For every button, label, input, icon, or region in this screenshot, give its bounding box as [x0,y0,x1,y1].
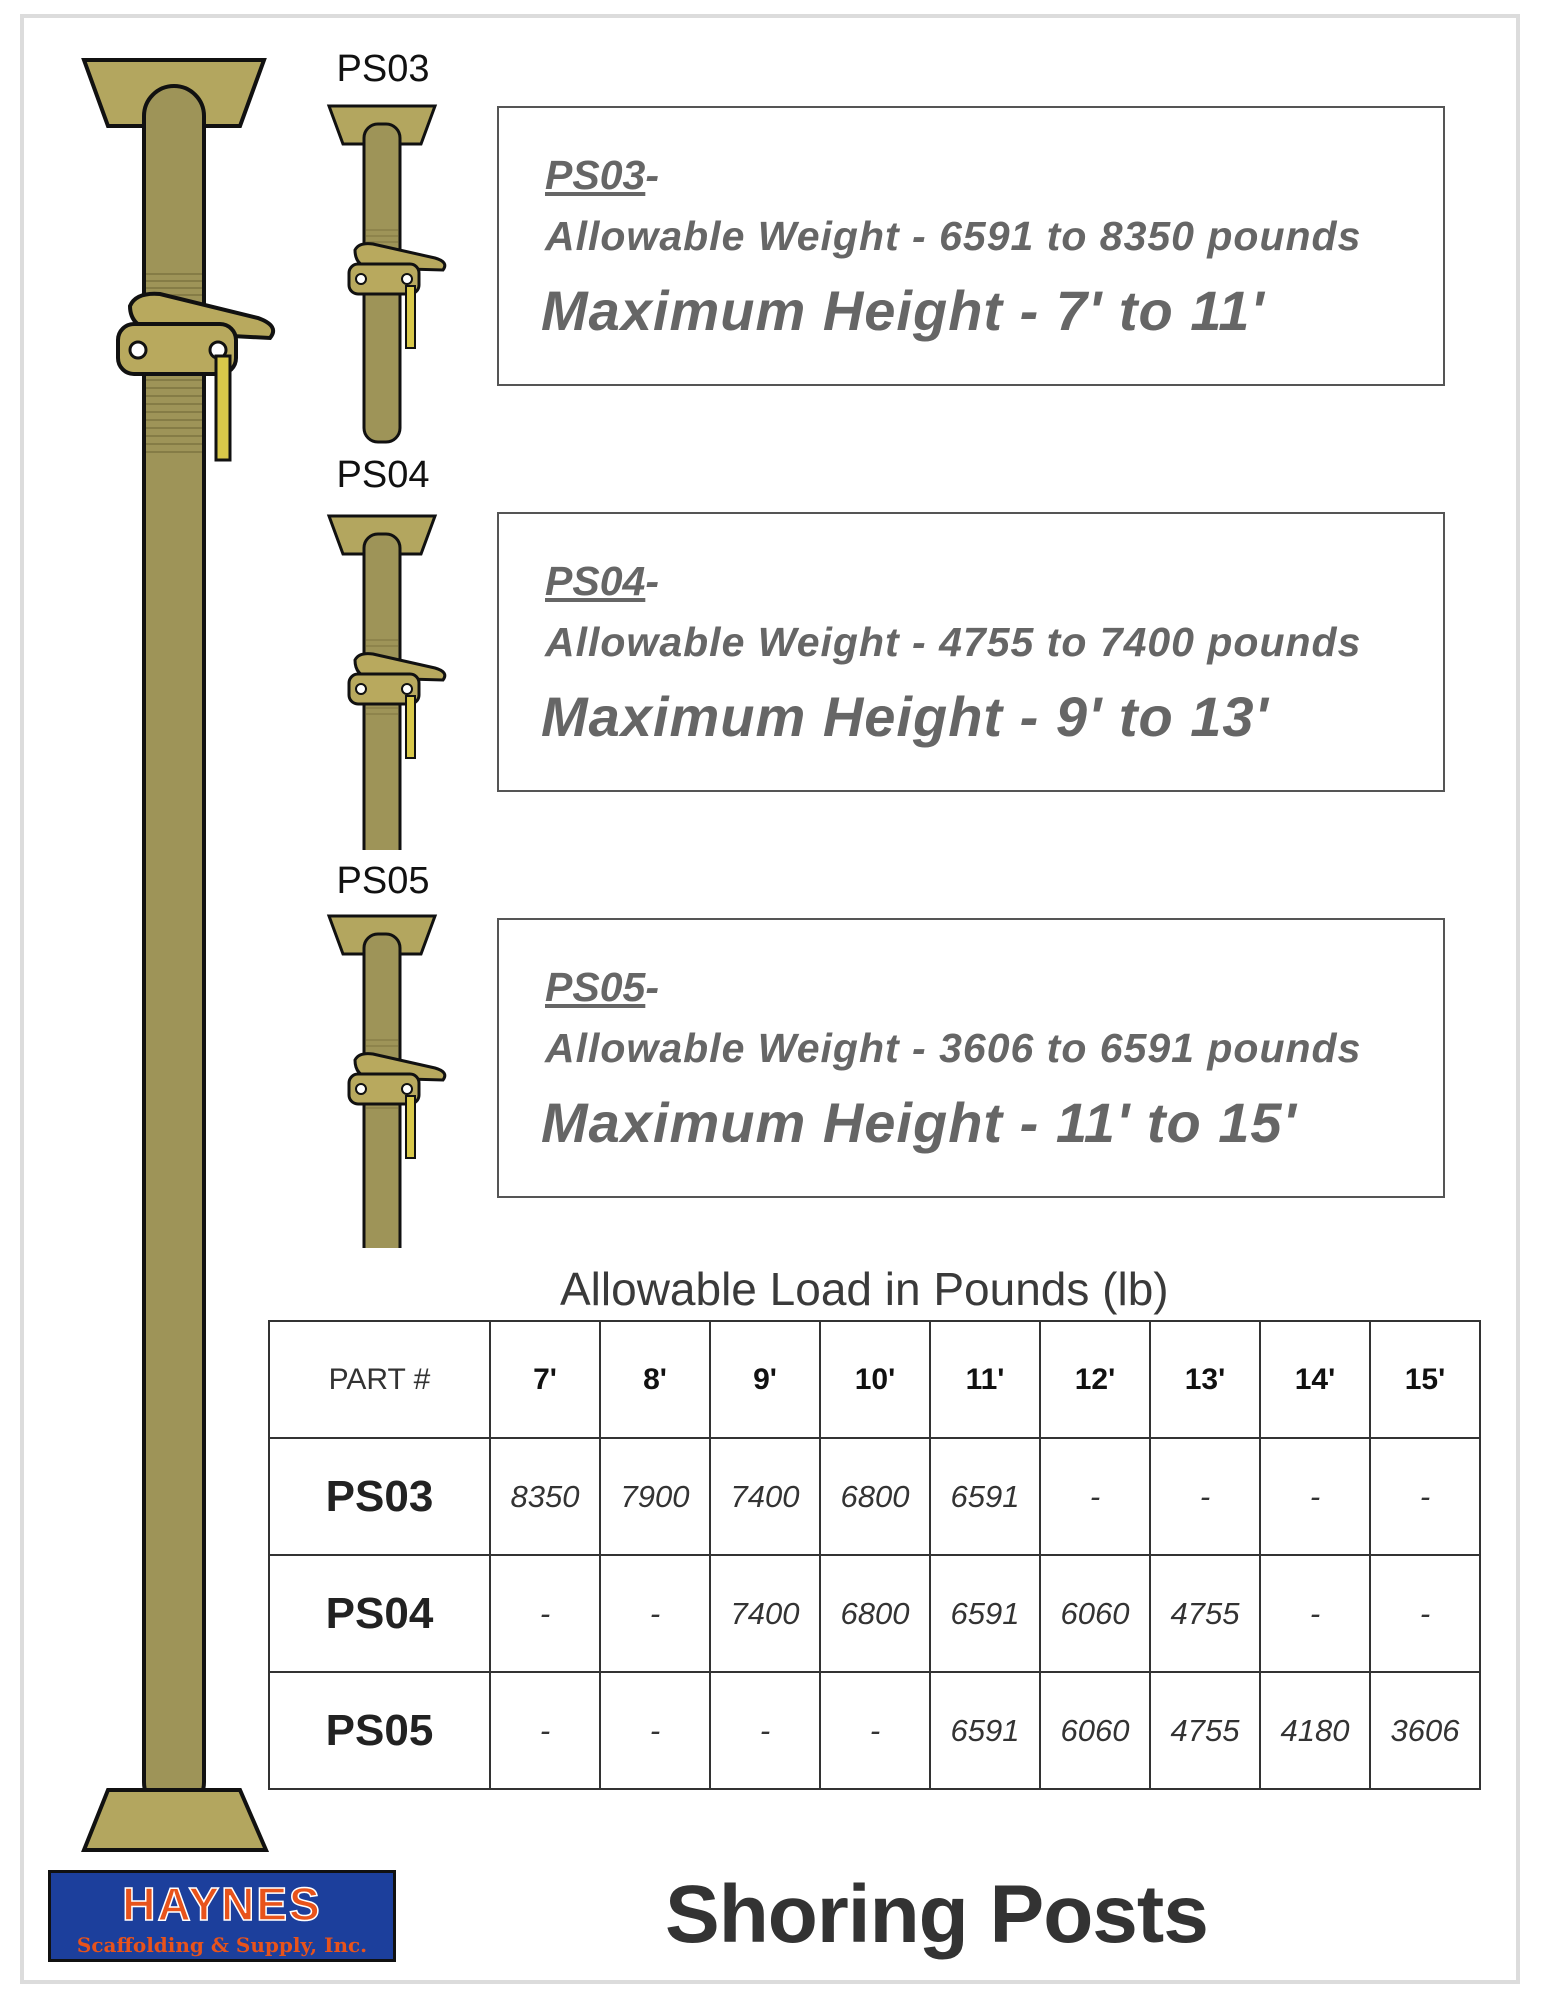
post-ps04-icon [325,514,455,850]
spec-part-title: PS04- [545,558,659,604]
load-cell: 6060 [1040,1672,1150,1789]
load-cell: - [1260,1555,1370,1672]
load-cell: - [710,1672,820,1789]
table-row [269,1438,1480,1555]
spec-maximum-height: Maximum Height - 9' to 13' [541,685,1269,748]
load-cell: 7400 [710,1555,820,1672]
load-cell: - [1150,1438,1260,1555]
load-cell: - [490,1672,600,1789]
load-cell: 4755 [1150,1672,1260,1789]
load-cell: 4180 [1260,1672,1370,1789]
logo-company-subtitle: Scaffolding & Supply, Inc. [76,1933,368,1957]
spec-part-title: PS05- [545,964,659,1010]
header-height: 9' [710,1321,820,1438]
post-label-ps05: PS05 [336,860,430,902]
post-label-ps04: PS04 [336,454,430,496]
spec-box-ps04 [497,512,1445,792]
load-table [268,1320,1481,1790]
spec-maximum-height: Maximum Height - 11' to 15' [541,1091,1297,1154]
table-row [269,1672,1480,1789]
post-label-ps03: PS03 [336,48,430,90]
header-height: 14' [1260,1321,1370,1438]
row-part-name: PS05 [269,1672,490,1789]
table-header-row [269,1321,1480,1438]
header-height: 8' [600,1321,710,1438]
header-part-number: PART # [269,1321,490,1438]
spec-allowable-weight: Allowable Weight - 3606 to 6591 pounds [545,1025,1362,1071]
row-part-name: PS04 [269,1555,490,1672]
load-cell: - [820,1672,930,1789]
logo-company-name: HAYNES [122,1878,322,1930]
spec-allowable-weight: Allowable Weight - 4755 to 7400 pounds [545,619,1362,665]
load-cell: - [490,1555,600,1672]
post-ps03-icon [325,104,455,444]
header-height: 12' [1040,1321,1150,1438]
header-height: 11' [930,1321,1040,1438]
load-cell: - [1040,1438,1150,1555]
load-cell: 6060 [1040,1555,1150,1672]
header-height: 7' [490,1321,600,1438]
load-cell: 7900 [600,1438,710,1555]
spec-maximum-height: Maximum Height - 7' to 11' [541,279,1265,342]
shoring-post-illustration [80,56,300,1856]
post-ps05-icon [325,914,455,1248]
load-cell: - [1370,1438,1480,1555]
load-cell: 6800 [820,1555,930,1672]
load-cell: 4755 [1150,1555,1260,1672]
load-cell: - [1260,1438,1370,1555]
spec-box-ps05 [497,918,1445,1198]
load-cell: - [600,1672,710,1789]
load-cell: 8350 [490,1438,600,1555]
load-cell: 7400 [710,1438,820,1555]
company-logo [48,1870,396,1962]
spec-allowable-weight: Allowable Weight - 6591 to 8350 pounds [545,213,1362,259]
header-height: 15' [1370,1321,1480,1438]
spec-box-ps03 [497,106,1445,386]
load-cell: 6800 [820,1438,930,1555]
page-title: Shoring Posts [665,1869,1208,1960]
load-cell: - [1370,1555,1480,1672]
spec-part-title: PS03- [545,152,659,198]
row-part-name: PS03 [269,1438,490,1555]
header-height: 13' [1150,1321,1260,1438]
load-cell: 6591 [930,1555,1040,1672]
header-height: 10' [820,1321,930,1438]
load-table-title: Allowable Load in Pounds (lb) [560,1263,1169,1315]
table-row [269,1555,1480,1672]
load-cell: 3606 [1370,1672,1480,1789]
load-cell: 6591 [930,1438,1040,1555]
load-cell: 6591 [930,1672,1040,1789]
load-cell: - [600,1555,710,1672]
